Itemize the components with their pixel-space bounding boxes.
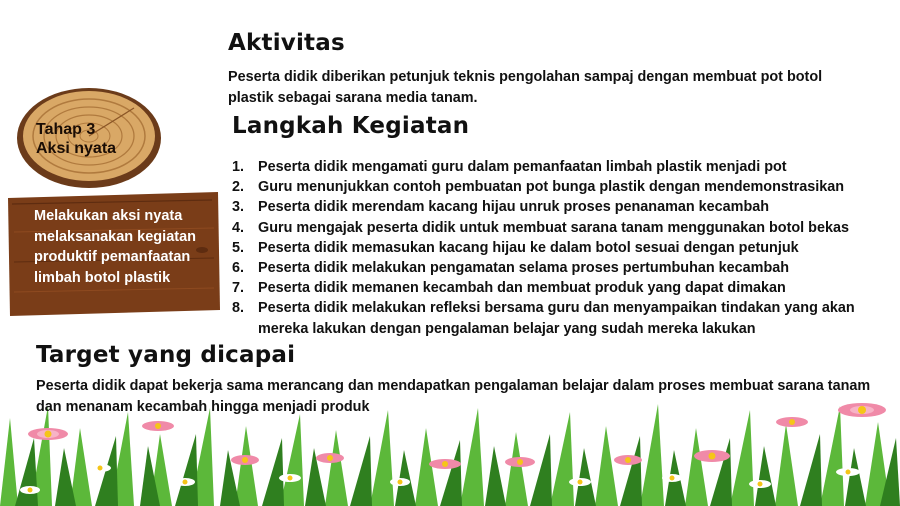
list-item: [232, 298, 882, 338]
list-item-text: Peserta didik melakukan refleksi bersama guru dan menyampaikan tindakan yang akan mereka lakukan dengan pengalaman belajar yang sudah mereka lakukan: [258, 300, 855, 337]
list-item-number: 6.: [232, 260, 245, 277]
activity-text: Peserta didik diberikan petunjuk teknis pengolahan sampaj dengan membuat pot botol plastik sebagai sarana media tanam.: [228, 69, 823, 106]
list-item: [232, 258, 882, 278]
target-text: Peserta didik dapat bekerja sama merancang dan mendapatkan pengalaman belajar dalam proses membuat sarana tanam dan menanam kecambah hingga menjadi produk: [36, 378, 871, 415]
steps-title: Langkah Kegiatan: [232, 113, 470, 139]
grass-blades-front: [15, 434, 900, 506]
list-item-text: Peserta didik melakukan pengamatan selama proses pertumbuhan kecambah: [258, 260, 790, 277]
stage-number: Tahap 3: [36, 121, 96, 138]
list-item-number: 3.: [232, 199, 245, 216]
stage-name: Aksi nyata: [36, 140, 117, 157]
list-item-number: 8.: [232, 300, 245, 317]
list-item: [232, 278, 882, 298]
steps-list: [232, 157, 882, 339]
list-item-text: Peserta didik memanen kecambah dan membuat produk yang dapat dimakan: [258, 280, 786, 297]
list-item-number: 7.: [232, 280, 245, 297]
target-title: Target yang dicapai: [36, 342, 296, 368]
list-item: [232, 218, 882, 238]
list-item-number: 1.: [232, 159, 245, 175]
activity-title: Aktivitas: [228, 30, 345, 56]
list-item-number: 4.: [232, 219, 245, 236]
list-item-text: Guru menunjukkan contoh pembuatan pot bunga plastik dengan mendemonstrasikan: [258, 179, 845, 196]
list-item-number: 5.: [232, 239, 245, 256]
list-item-text: Peserta didik memasukan kacang hijau ke dalam botol sesuai dengan petunjuk: [258, 239, 799, 256]
list-item-text: Guru mengajak peserta didik untuk membuat sarana tanam menggunakan botol bekas: [258, 219, 849, 236]
list-item-text: Peserta didik merendam kacang hijau unruk proses penanaman kecambah: [258, 199, 770, 216]
list-item: [232, 157, 882, 177]
list-item: [232, 177, 882, 197]
list-item-number: 2.: [232, 179, 245, 196]
stage-label: [36, 120, 156, 158]
list-item: [232, 197, 882, 217]
list-item-text: Peserta didik mengamati guru dalam pemanfaatan limbah plastik menjadi pot: [258, 159, 787, 175]
plank-text: Melakukan aksi nyata melaksanakan kegiatan produktif pemanfaatan limbah botol plastik: [34, 208, 197, 286]
list-item: [232, 238, 882, 258]
